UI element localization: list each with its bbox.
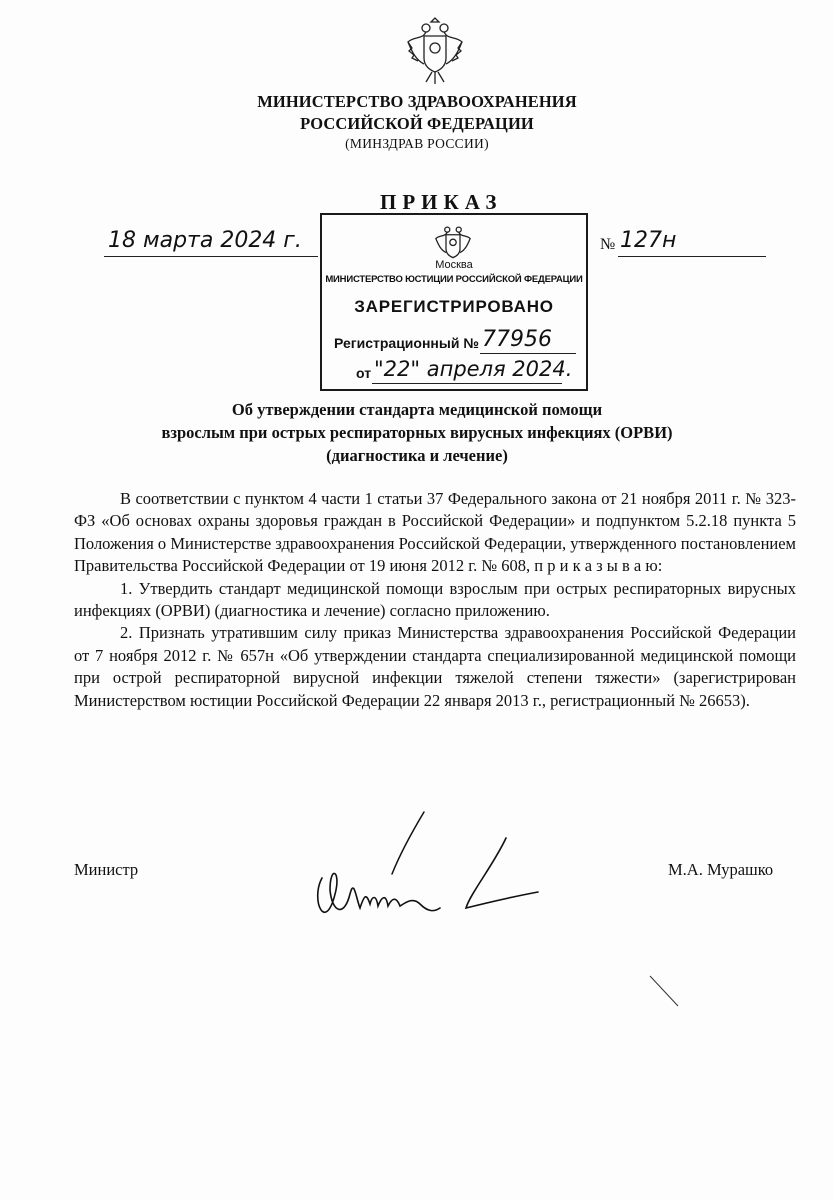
body-paragraph: 1. Утвердить стандарт медицинской помощи взрослым при острых респираторных вирусных инфекциях (ОРВИ) (диагностика и лечение) согласно приложению.: [74, 578, 796, 621]
body-paragraph: В соответствии с пунктом 4 части 1 статьи 37 Федерального закона от 21 ноября 2011 г. № 323-ФЗ «Об основах охраны здоровья граждан в Российской Федерации» и подпунктом 5.2.18 пункта 5 Положения о Министерстве здравоохранения Российской Федерации, утвержденного постановлением Правительства Российской Федерации от 19 июня 2012 г. № 608, п р и к а з ы в а ю:: [74, 489, 796, 576]
document-title-line2: взрослым при острых респираторных вирусных инфекциях (ОРВИ): [161, 423, 673, 442]
order-number: 127н: [620, 228, 677, 253]
document-body: [74, 488, 796, 712]
pen-mark: [648, 974, 680, 1008]
minister-label: Министр: [74, 860, 139, 879]
stamp-status: ЗАРЕГИСТРИРОВАНО: [354, 297, 554, 316]
body-paragraph: 2. Признать утратившим силу приказ Министерства здравоохранения Российской Федерации от 7 ноября 2012 г. № 657н «Об утверждении стандарта специализированной медицинской помощи при острой респираторной вирусной инфекции тяжелой степени тяжести» (зарегистрирован Министерством юстиции Российской Федерации 22 января 2013 г., регистрационный № 26653).: [74, 623, 796, 710]
document-title-line1: Об утверждении стандарта медицинской помощи: [231, 400, 603, 419]
stamp-reg-underline: [480, 353, 576, 354]
minister-name: М.А. Мурашко: [668, 860, 774, 879]
date-underline: [104, 256, 318, 257]
ministry-name-line2: РОССИЙСКОЙ ФЕДЕРАЦИИ: [300, 114, 534, 133]
stamp-organization: МИНИСТЕРСТВО ЮСТИЦИИ РОССИЙСКОЙ ФЕДЕРАЦИИ: [325, 274, 583, 285]
handwritten-signature: [300, 808, 540, 932]
stamp-reg-date: "22" апреля 2024.: [374, 357, 573, 381]
order-date: 18 марта 2024 г.: [108, 228, 302, 253]
number-underline: [618, 256, 766, 257]
order-title: ПРИКАЗ: [380, 190, 503, 214]
ministry-abbreviation: (МИНЗДРАВ РОССИИ): [345, 136, 489, 151]
document-title: [0, 398, 834, 467]
stamp-reg-label: Регистрационный №: [334, 335, 479, 351]
ministry-name-line1: МИНИСТЕРСТВО ЗДРАВООХРАНЕНИЯ: [257, 92, 577, 111]
stamp-date-prefix: от: [356, 365, 372, 381]
stamp-date-underline: [372, 383, 562, 384]
stamp-city: Москва: [435, 259, 473, 271]
stamp-reg-number: 77956: [482, 327, 552, 352]
document-title-line3: (диагностика и лечение): [326, 446, 508, 465]
order-number-label: №: [600, 236, 616, 253]
registration-stamp: [320, 213, 588, 391]
coat-of-arms-icon: [402, 12, 468, 86]
